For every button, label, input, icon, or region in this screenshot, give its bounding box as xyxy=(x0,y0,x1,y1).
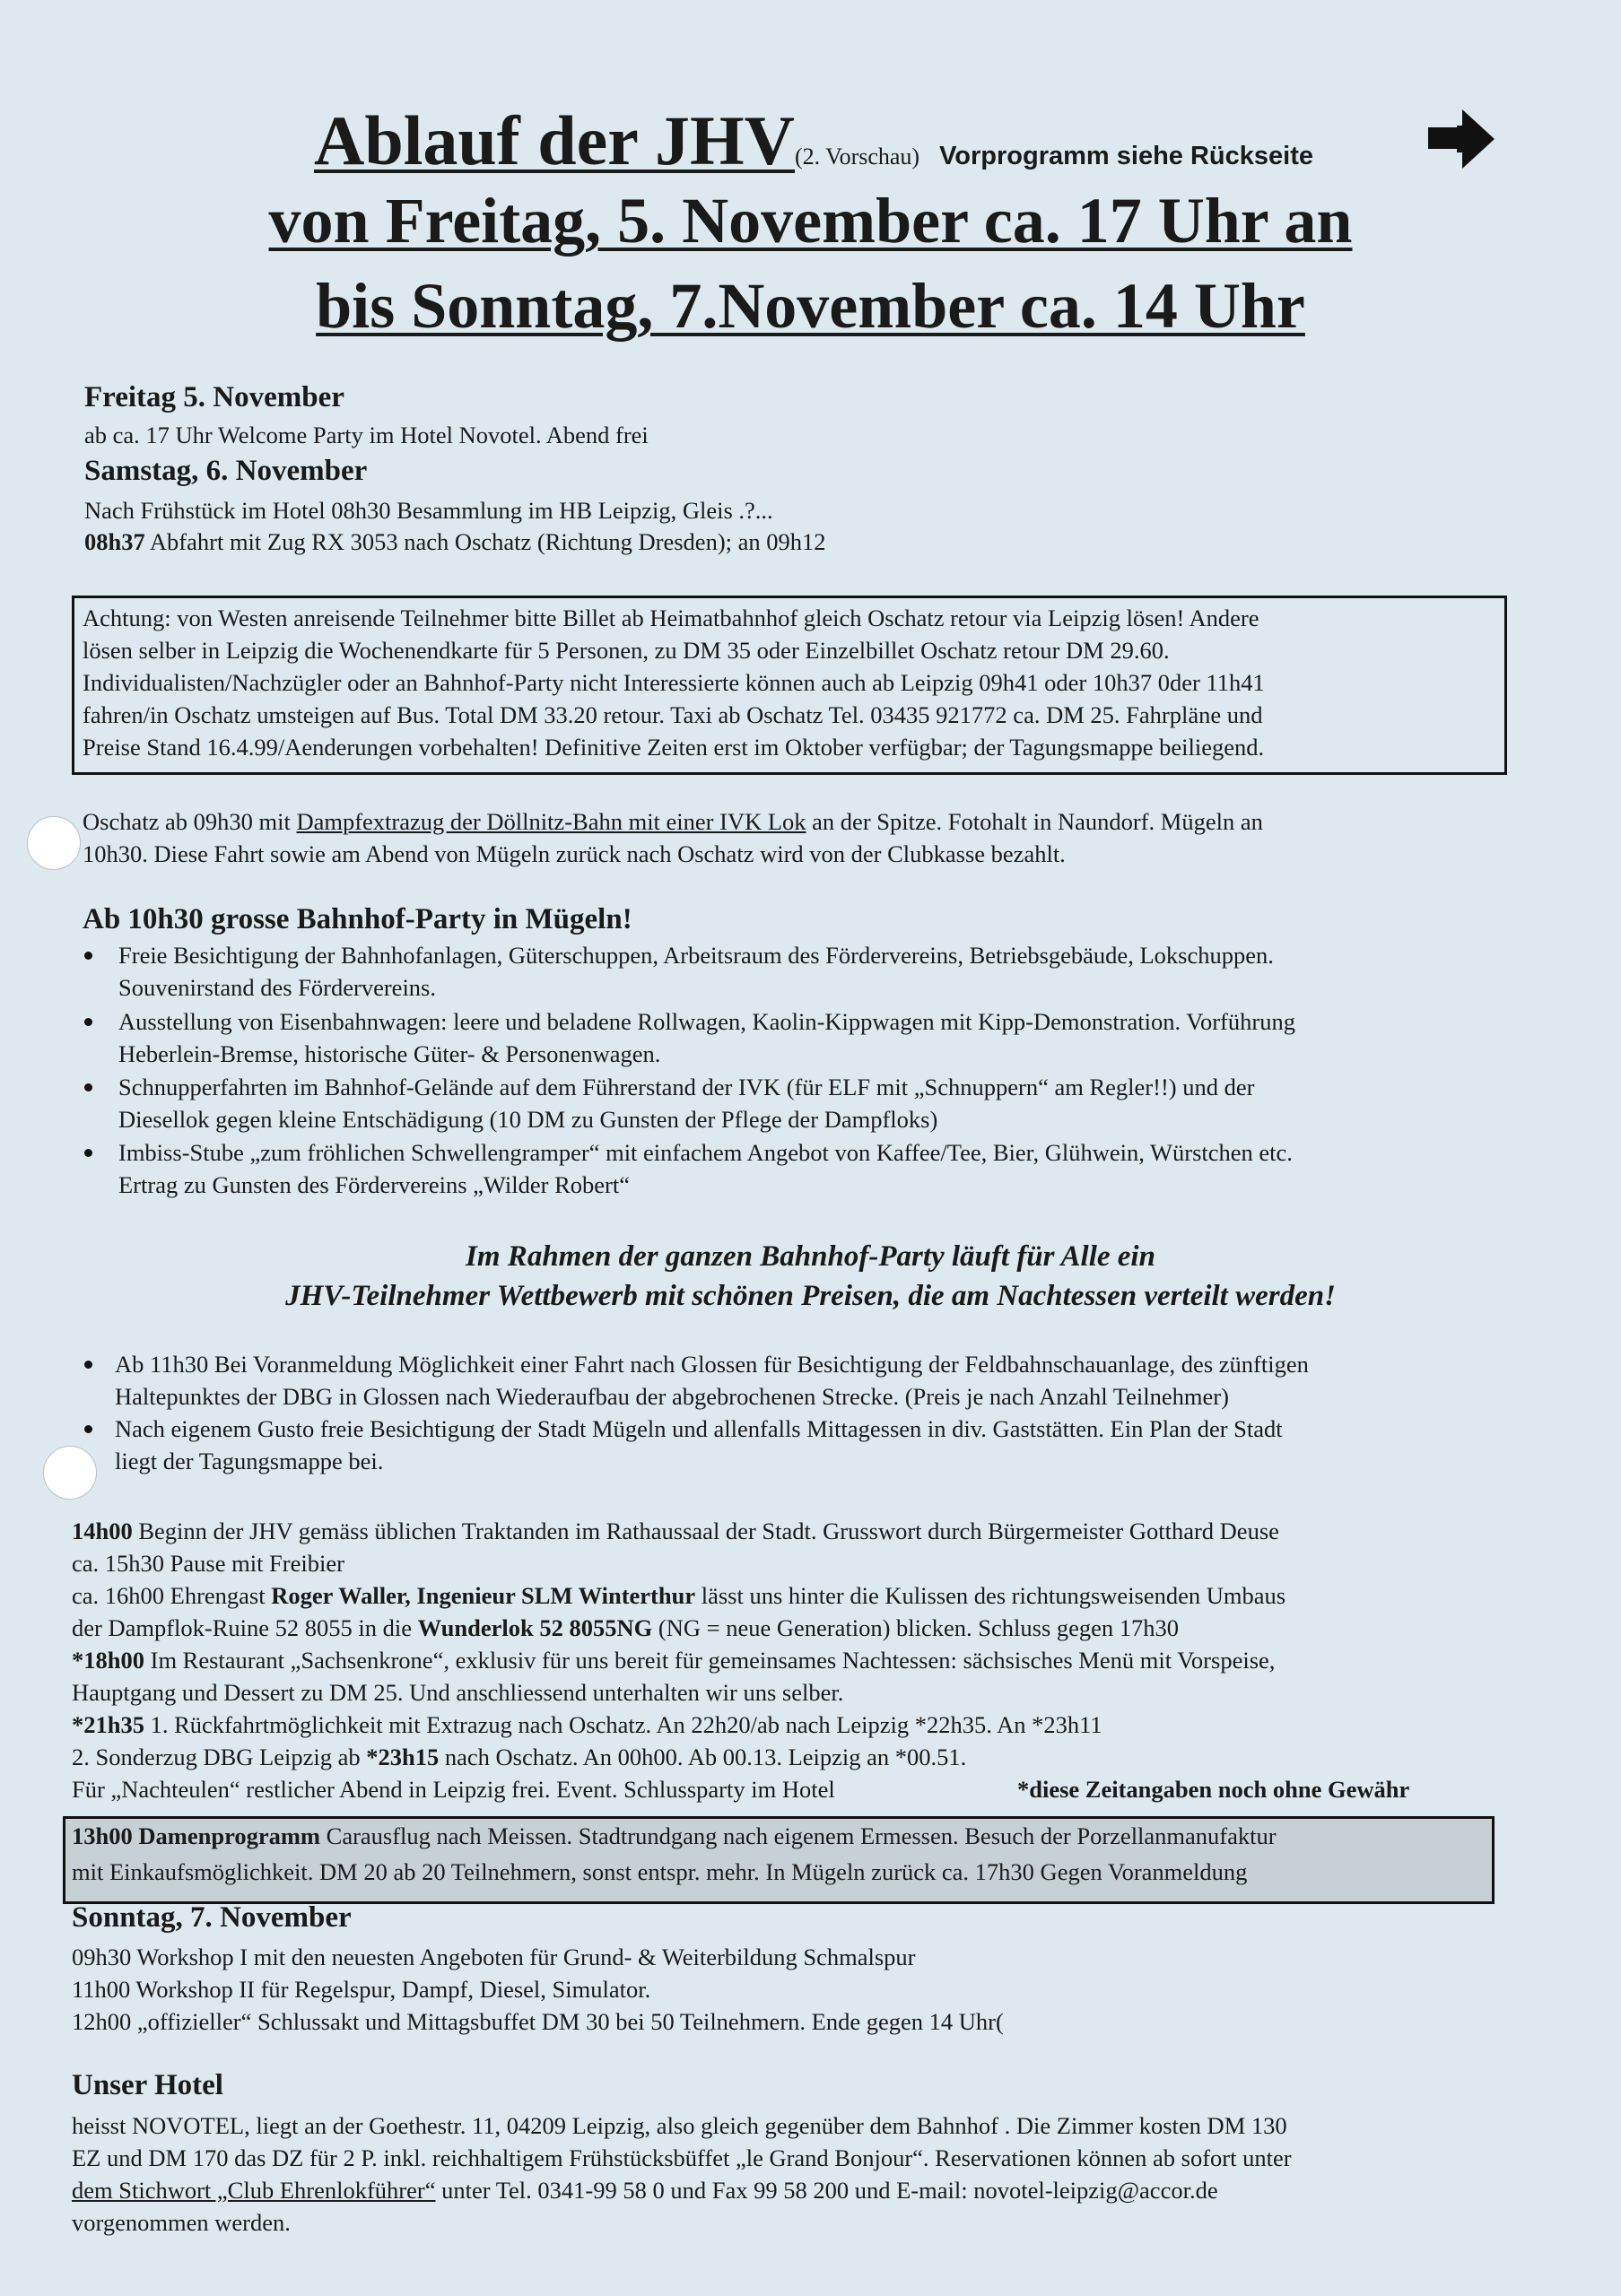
sunday-line-2: 11h00 Workshop II für Regelspur, Dampf, Diesel, Simulator. xyxy=(72,1976,651,2003)
party-item-2-line-1: Ausstellung von Eisenbahnwagen: leere und beladene Rollwagen, Kaolin-Kippwagen mit Kipp-Demonstration. Vorführung xyxy=(118,1008,1295,1035)
party-heading: Ab 10h30 grosse Bahnhof-Party in Mügeln! xyxy=(83,903,632,935)
option-2-line-2: liegt der Tagungsmappe bei. xyxy=(115,1448,384,1474)
times-disclaimer: *diese Zeitangaben noch ohne Gewähr xyxy=(1017,1776,1410,1803)
party-item-4-line-2: Ertrag zu Gunsten des Fördervereins „Wilder Robert“ xyxy=(118,1171,630,1198)
title-line-3: bis Sonntag, 7.November ca. 14 Uhr xyxy=(316,270,1305,342)
afternoon-line-9: Für „Nachteulen“ restlicher Abend in Leipzig frei. Event. Schlussparty im Hotel xyxy=(72,1776,835,1803)
hotel-heading: Unser Hotel xyxy=(72,2069,223,2101)
friday-text: ab ca. 17 Uhr Welcome Party im Hotel Novotel. Abend frei xyxy=(84,422,649,448)
notice-line-3: Individualisten/Nachzügler oder an Bahnhof-Party nicht Interessierte können auch ab Leipzig 09h41 oder 10h37 0der 11h41 xyxy=(83,669,1265,696)
afternoon-line-4: der Dampflok-Ruine 52 8055 in die Wunderlok 52 8055NG (NG = neue Generation) blicken. Schluss gegen 17h30 xyxy=(72,1614,1180,1641)
ladies-line-1: 13h00 Damenprogramm Carausflug nach Meissen. Stadtrundgang nach eigenem Ermessen. Besuch der Porzellanmanufaktur xyxy=(72,1822,1277,1849)
party-item-1-line-1: Freie Besichtigung der Bahnhofanlagen, Güterschuppen, Arbeitsraum des Fördervereins, Betriebsgebäude, Lokschuppen. xyxy=(118,942,1274,969)
contest-line-1: Im Rahmen der ganzen Bahnhof-Party läuft für Alle ein xyxy=(466,1240,1155,1273)
sunday-line-3: 12h00 „offizieller“ Schlussakt und Mittagsbuffet DM 30 bei 50 Teilnehmern. Ende gegen 14 Uhr( xyxy=(72,2008,1004,2035)
afternoon-line-5: *18h00 Im Restaurant „Sachsenkrone“, exklusiv für uns bereit für gemeinsames Nachtessen: sächsisches Menü mit Vorspeise, xyxy=(72,1647,1276,1674)
saturday-heading: Samstag, 6. November xyxy=(84,455,368,487)
option-1-line-2: Haltepunktes der DBG in Glossen nach Wiederaufbau der abgebrochenen Strecke. (Preis je nach Anzahl Teilnehmer) xyxy=(115,1383,1229,1410)
bullet xyxy=(84,1149,92,1157)
back-page-note: Vorprogramm siehe Rückseite xyxy=(939,142,1313,170)
sunday-line-1: 09h30 Workshop I mit den neuesten Angeboten für Grund- & Weiterbildung Schmalspur xyxy=(72,1944,916,1970)
notice-line-5: Preise Stand 16.4.99/Aenderungen vorbehalten! Definitive Zeiten erst im Oktober verfügbar; der Tagungsmappe beiliegend. xyxy=(83,734,1265,761)
title-main: Ablauf der JHV xyxy=(314,101,795,179)
afternoon-line-7: *21h35 1. Rückfahrtmöglichkeit mit Extrazug nach Oschatz. An 22h20/ab nach Leipzig *22h35. An *23h11 xyxy=(72,1711,1102,1738)
punch-hole-top xyxy=(27,816,81,870)
hotel-line-3: dem Stichwort „Club Ehrenlokführer“ unter Tel. 0341-99 58 0 und Fax 99 58 200 und E-mail: novotel-leipzig@accor.de xyxy=(72,2177,1218,2204)
bullet xyxy=(84,1083,92,1091)
afternoon-line-3: ca. 16h00 Ehrengast Roger Waller, Ingenieur SLM Winterthur lässt uns hinter die Kulissen des richtungsweisenden Umbaus xyxy=(72,1582,1286,1609)
party-item-3-line-2: Diesellok gegen kleine Entschädigung (10 DM zu Gunsten der Pflege der Dampfloks) xyxy=(118,1106,938,1133)
contest-line-2: JHV-Teilnehmer Wettbewerb mit schönen Preisen, die am Nachtessen verteilt werden! xyxy=(285,1280,1336,1312)
party-item-2-line-2: Heberlein-Bremse, historische Güter- & Personenwagen. xyxy=(118,1040,661,1067)
arrow-right-icon xyxy=(1426,108,1496,170)
title-line-1 xyxy=(314,100,1313,181)
bullet xyxy=(84,1018,92,1026)
option-1-line-1: Ab 11h30 Bei Voranmeldung Möglichkeit einer Fahrt nach Glossen für Besichtigung der Feldbahnschauanlage, des zünftigen xyxy=(115,1351,1309,1378)
afternoon-line-6: Hauptgang und Dessert zu DM 25. Und anschliessend unterhalten wir uns selber. xyxy=(72,1679,844,1706)
punch-hole-bottom xyxy=(43,1446,97,1500)
afternoon-line-2: ca. 15h30 Pause mit Freibier xyxy=(72,1550,344,1577)
title-note: (2. Vorschau) xyxy=(794,144,920,170)
party-item-3-line-1: Schnupperfahrten im Bahnhof-Gelände auf dem Führerstand der IVK (für ELF mit „Schnuppern“ am Regler!!) und der xyxy=(118,1074,1255,1100)
steam-line-1: Oschatz ab 09h30 mit Dampfextrazug der Döllnitz-Bahn mit einer IVK Lok an der Spitze. Fotohalt in Naundorf. Mügeln an xyxy=(83,808,1263,835)
saturday-line-1: Nach Frühstück im Hotel 08h30 Besammlung im HB Leipzig, Gleis .?... xyxy=(84,497,773,524)
option-2-line-1: Nach eigenem Gusto freie Besichtigung der Stadt Mügeln und allenfalls Mittagessen in div. Gaststätten. Ein Plan der Stadt xyxy=(115,1415,1283,1442)
afternoon-line-1: 14h00 Beginn der JHV gemäss üblichen Traktanden im Rathaussaal der Stadt. Grusswort durch Bürgermeister Gotthard Deuse xyxy=(72,1518,1279,1544)
steam-line-2: 10h30. Diese Fahrt sowie am Abend von Mügeln zurück nach Oschatz wird von der Clubkasse bezahlt. xyxy=(83,840,1066,867)
hotel-line-1: heisst NOVOTEL, liegt an der Goethestr. 11, 04209 Leipzig, also gleich gegenüber dem Bahnhof . Die Zimmer kosten DM 130 xyxy=(72,2112,1287,2139)
ladies-line-2: mit Einkaufsmöglichkeit. DM 20 ab 20 Teilnehmern, sonst entspr. mehr. In Mügeln zurück ca. 17h30 Gegen Voranmeldung xyxy=(72,1858,1248,1885)
notice-line-1: Achtung: von Westen anreisende Teilnehmer bitte Billet ab Heimatbahnhof gleich Oschatz retour via Leipzig lösen! Andere xyxy=(83,604,1259,631)
bullet xyxy=(84,952,92,960)
friday-heading: Freitag 5. November xyxy=(84,381,344,413)
party-item-1-line-2: Souvenirstand des Fördervereins. xyxy=(118,974,436,1001)
title-line-2: von Freitag, 5. November ca. 17 Uhr an xyxy=(268,185,1353,257)
hotel-line-2: EZ und DM 170 das DZ für 2 P. inkl. reichhaltigem Frühstücksbüffet „le Grand Bonjour“. Reservationen können ab sofort unter xyxy=(72,2144,1292,2171)
afternoon-line-8: 2. Sonderzug DBG Leipzig ab *23h15 nach Oschatz. An 00h00. Ab 00.13. Leipzig an *00.51. xyxy=(72,1744,967,1770)
notice-line-4: fahren/in Oschatz umsteigen auf Bus. Total DM 33.20 retour. Taxi ab Oschatz Tel. 03435 921772 ca. DM 25. Fahrpläne und xyxy=(83,701,1263,728)
party-item-4-line-1: Imbiss-Stube „zum fröhlichen Schwellengramper“ mit einfachem Angebot von Kaffee/Tee, Bier, Glühwein, Würstchen etc. xyxy=(118,1139,1293,1166)
bullet xyxy=(84,1425,92,1433)
bullet xyxy=(84,1361,92,1369)
hotel-line-4: vorgenommen werden. xyxy=(72,2209,291,2236)
saturday-line-2: 08h37 Abfahrt mit Zug RX 3053 nach Oschatz (Richtung Dresden); an 09h12 xyxy=(84,528,826,555)
notice-line-2: lösen selber in Leipzig die Wochenendkarte für 5 Personen, zu DM 35 oder Einzelbillet Oschatz retour DM 29.60. xyxy=(83,637,1170,664)
sunday-heading: Sonntag, 7. November xyxy=(72,1901,352,1934)
